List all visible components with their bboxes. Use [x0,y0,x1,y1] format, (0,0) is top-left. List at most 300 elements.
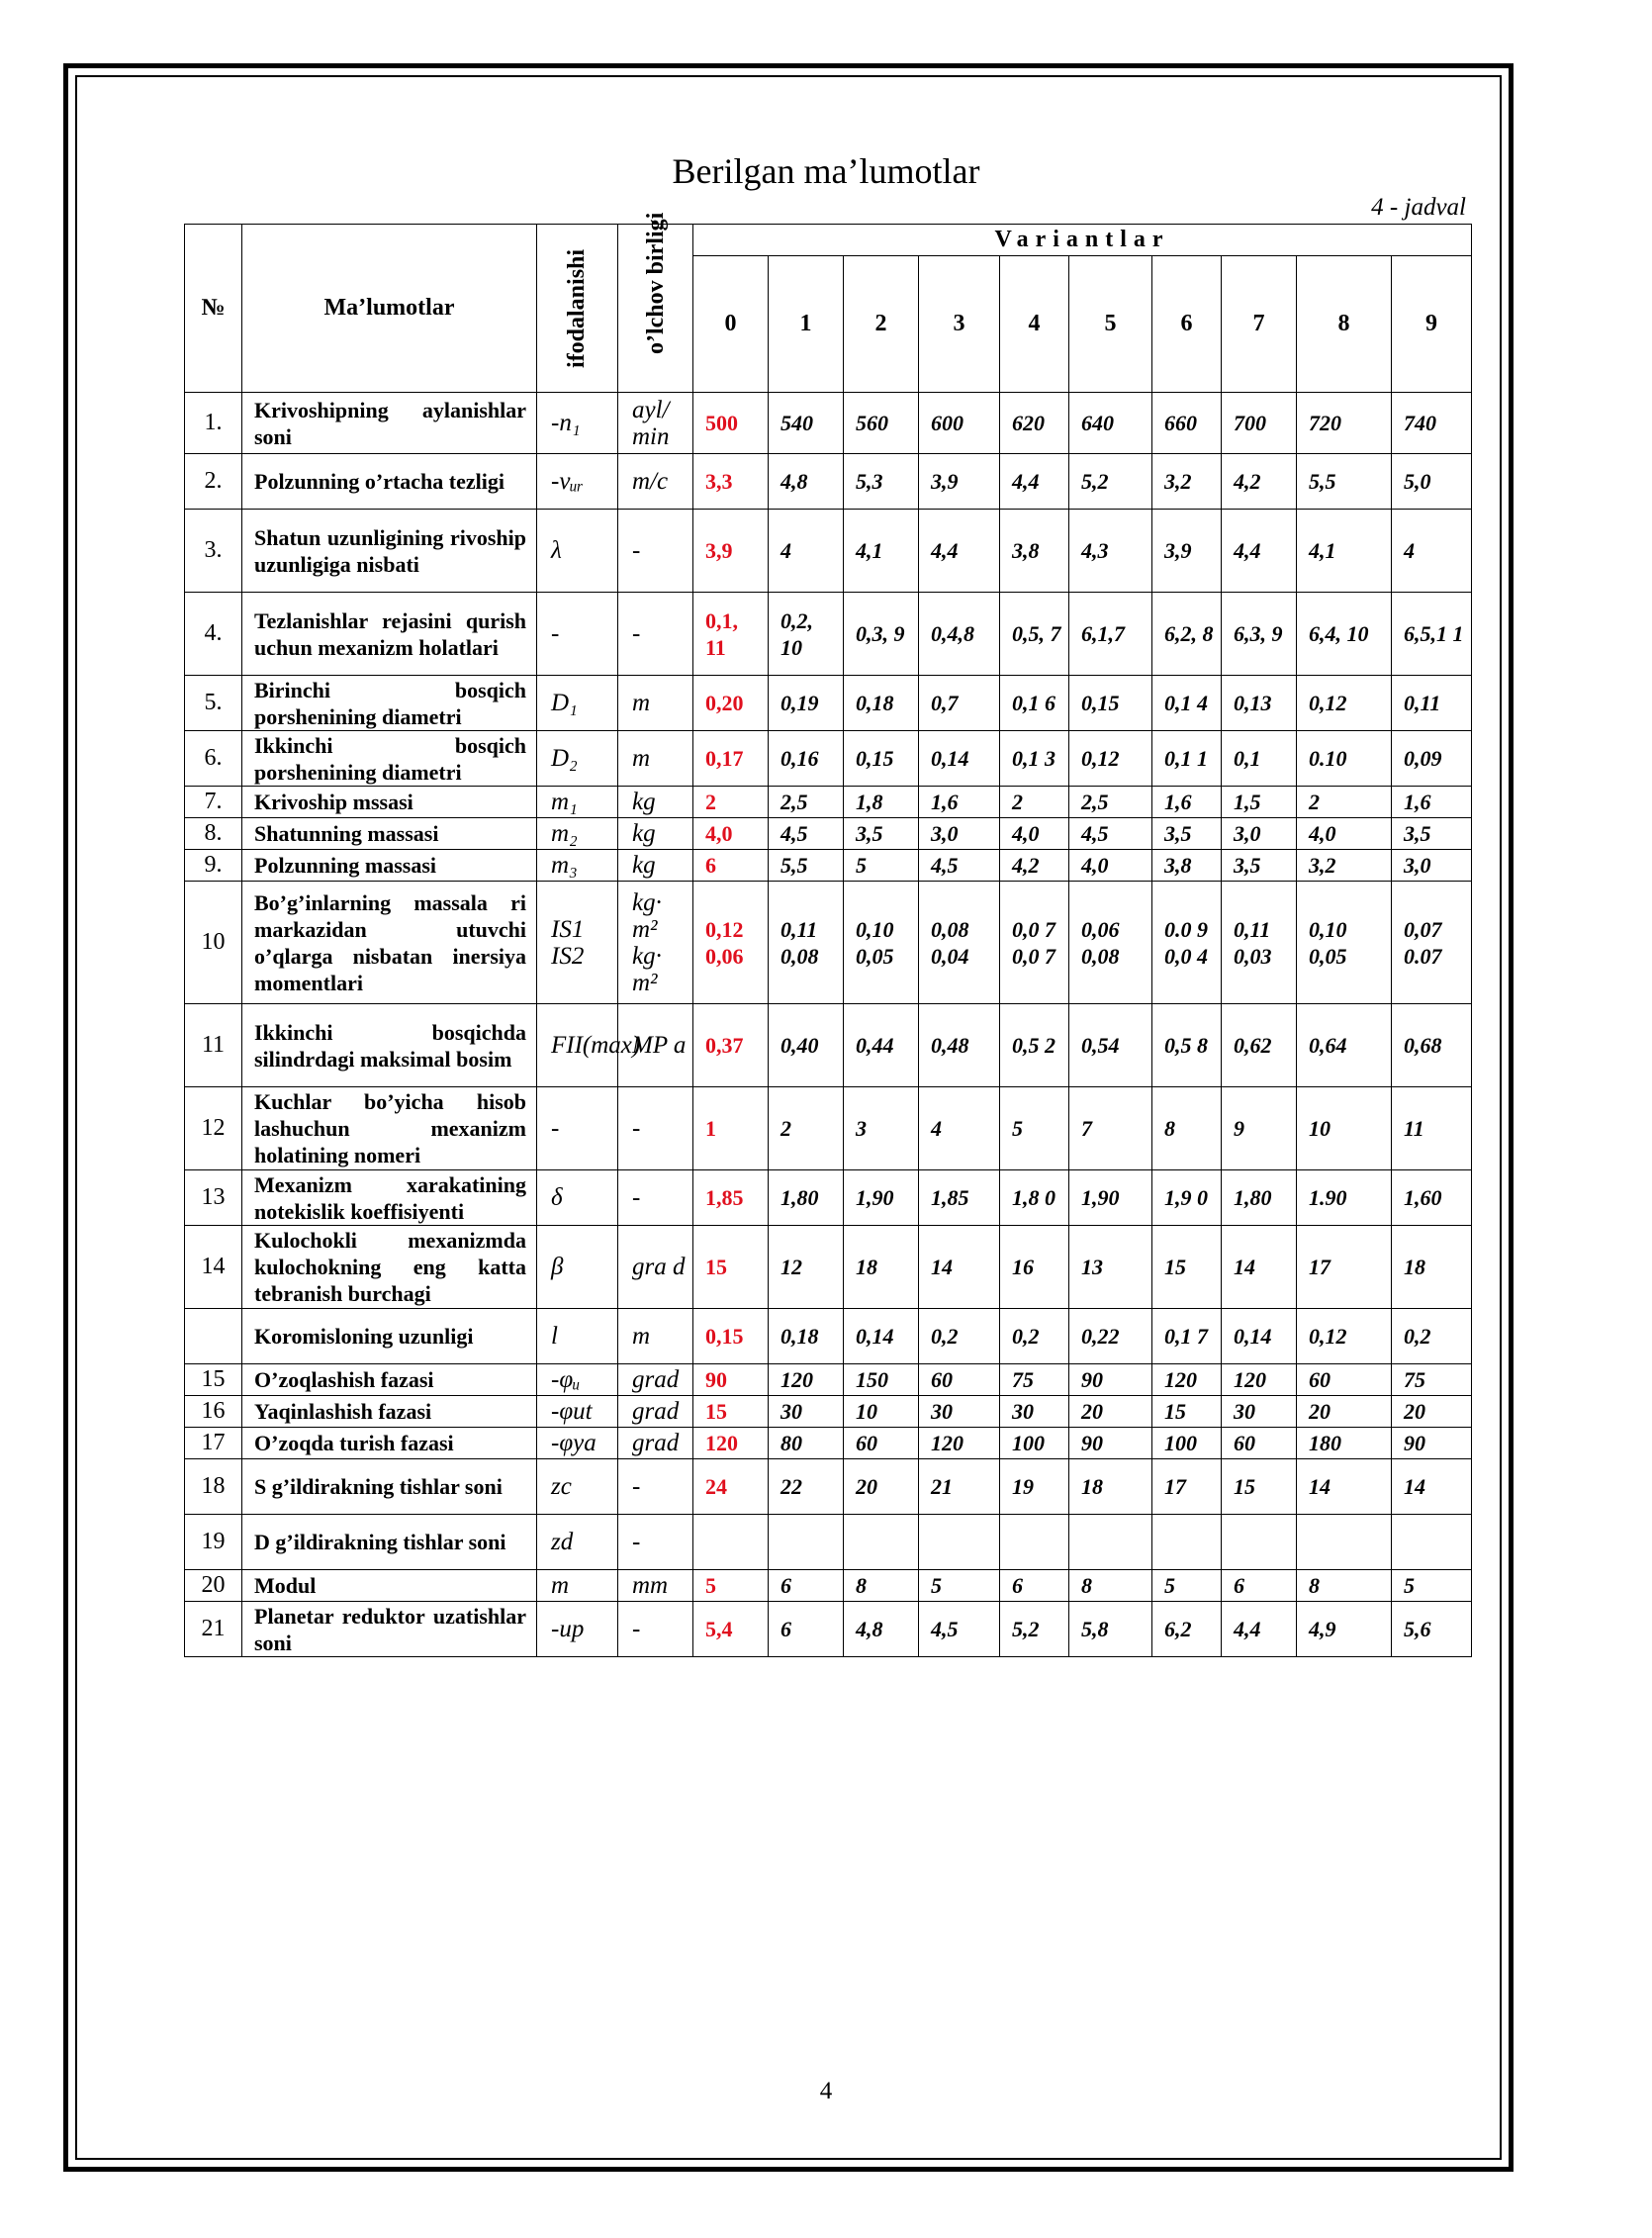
row-designation: -n₁ [537,393,618,454]
value-variant-0: 0,17 [693,731,769,787]
row-description: Yaqinlashish fazasi [242,1396,537,1428]
header-no: № [185,225,242,393]
row-number: 13 [185,1170,242,1226]
row-unit: m [618,676,693,731]
value-variant-4: 16 [1000,1226,1069,1309]
value-variant-9: 11 [1392,1087,1472,1170]
row-description: Bo’g’inlarning massala ri markazidan utuvchi o’qlarga nisbatan inersiya momentlari [242,882,537,1004]
row-number: 15 [185,1364,242,1396]
row-unit: - [618,1087,693,1170]
value-variant-2: 8 [844,1570,919,1602]
value-variant-8: 4,9 [1297,1602,1392,1657]
header-variants: Variantlar [693,225,1472,256]
value-variant-6: 100 [1152,1428,1222,1459]
header-variant-0: 0 [693,256,769,393]
value-variant-3: 0,14 [919,731,1000,787]
row-description: Koromisloning uzunligi [242,1309,537,1364]
value-variant-7: 4,2 [1222,454,1297,510]
value-variant-7: 3,5 [1222,850,1297,882]
row-designation: m [537,1570,618,1602]
value-variant-7: 0,13 [1222,676,1297,731]
table-row [185,1459,1472,1515]
value-variant-5: 4,5 [1069,818,1152,850]
row-number: 10 [185,882,242,1004]
value-variant-8: 0,12 [1297,1309,1392,1364]
value-variant-9: 0,09 [1392,731,1472,787]
value-variant-2: 18 [844,1226,919,1309]
row-number: 5. [185,676,242,731]
row-unit: kg [618,818,693,850]
value-variant-3: 3,0 [919,818,1000,850]
value-variant-6: 3,2 [1152,454,1222,510]
value-variant-0: 1 [693,1087,769,1170]
value-variant-4: 3,8 [1000,510,1069,593]
value-variant-7: 3,0 [1222,818,1297,850]
value-variant-2: 0,44 [844,1004,919,1087]
value-variant-7: 60 [1222,1428,1297,1459]
value-variant-8: 720 [1297,393,1392,454]
value-variant-4: 19 [1000,1459,1069,1515]
value-variant-9: 4 [1392,510,1472,593]
value-variant-3 [919,1515,1000,1570]
value-variant-3: 1,6 [919,787,1000,818]
value-variant-6: 15 [1152,1226,1222,1309]
value-variant-8: 14 [1297,1459,1392,1515]
value-variant-5: 90 [1069,1364,1152,1396]
row-description: Birinchi bosqich porshenining diametri [242,676,537,731]
value-variant-8: 4,1 [1297,510,1392,593]
table-row [185,731,1472,787]
value-variant-5: 20 [1069,1396,1152,1428]
value-variant-8: 3,2 [1297,850,1392,882]
value-variant-5: 8 [1069,1570,1152,1602]
table-row [185,454,1472,510]
row-description: O’zoqda turish fazasi [242,1428,537,1459]
value-variant-2: 0,3, 9 [844,593,919,676]
value-variant-5: 90 [1069,1428,1152,1459]
value-variant-8: 17 [1297,1226,1392,1309]
row-number [185,1309,242,1364]
value-variant-1: 0,19 [769,676,844,731]
row-number: 21 [185,1602,242,1657]
value-variant-7: 120 [1222,1364,1297,1396]
row-designation: zc [537,1459,618,1515]
table-row [185,1602,1472,1657]
value-variant-0: 0,37 [693,1004,769,1087]
value-variant-0: 5,4 [693,1602,769,1657]
value-variant-6: 1,6 [1152,787,1222,818]
table-row [185,1004,1472,1087]
value-variant-8: 4,0 [1297,818,1392,850]
value-variant-2: 0,10 0,05 [844,882,919,1004]
value-variant-1: 0,16 [769,731,844,787]
value-variant-6: 0,1 7 [1152,1309,1222,1364]
value-variant-3: 4,5 [919,850,1000,882]
header-variant-7: 7 [1222,256,1297,393]
value-variant-9: 0,68 [1392,1004,1472,1087]
row-designation: IS1 IS2 [537,882,618,1004]
value-variant-3: 3,9 [919,454,1000,510]
row-description: Shatun uzunligining rivoship uzunligiga nisbati [242,510,537,593]
value-variant-5 [1069,1515,1152,1570]
value-variant-5: 13 [1069,1226,1152,1309]
value-variant-7: 1,80 [1222,1170,1297,1226]
row-number: 18 [185,1459,242,1515]
table-row [185,787,1472,818]
value-variant-7: 4,4 [1222,1602,1297,1657]
value-variant-6: 1,9 0 [1152,1170,1222,1226]
value-variant-5: 1,90 [1069,1170,1152,1226]
value-variant-8: 0,64 [1297,1004,1392,1087]
value-variant-7: 6,3, 9 [1222,593,1297,676]
value-variant-4: 0,5 2 [1000,1004,1069,1087]
row-number: 7. [185,787,242,818]
row-description: Shatunning massasi [242,818,537,850]
value-variant-6: 6,2 [1152,1602,1222,1657]
value-variant-2: 4,1 [844,510,919,593]
table-row [185,1570,1472,1602]
value-variant-6: 6,2, 8 [1152,593,1222,676]
value-variant-4: 620 [1000,393,1069,454]
row-designation: -vᵤᵣ [537,454,618,510]
value-variant-0 [693,1515,769,1570]
table-row [185,510,1472,593]
value-variant-0: 15 [693,1226,769,1309]
row-description: Modul [242,1570,537,1602]
value-variant-7: 0,14 [1222,1309,1297,1364]
value-variant-3: 14 [919,1226,1000,1309]
value-variant-4 [1000,1515,1069,1570]
value-variant-0: 6 [693,850,769,882]
value-variant-1: 22 [769,1459,844,1515]
value-variant-0: 120 [693,1428,769,1459]
row-designation: D₁ [537,676,618,731]
value-variant-9: 20 [1392,1396,1472,1428]
value-variant-4: 4,2 [1000,850,1069,882]
row-number: 9. [185,850,242,882]
value-variant-1: 0,11 0,08 [769,882,844,1004]
table-row [185,1309,1472,1364]
value-variant-9: 1,60 [1392,1170,1472,1226]
value-variant-1: 6 [769,1602,844,1657]
row-description: Polzunning o’rtacha tezligi [242,454,537,510]
value-variant-5: 6,1,7 [1069,593,1152,676]
page-title: Berilgan ma’lumotlar [672,151,980,191]
row-unit: gra d [618,1226,693,1309]
row-unit: - [618,510,693,593]
value-variant-2: 0,14 [844,1309,919,1364]
value-variant-3: 0,2 [919,1309,1000,1364]
value-variant-5: 4,0 [1069,850,1152,882]
value-variant-7: 15 [1222,1459,1297,1515]
row-designation: - [537,593,618,676]
value-variant-9: 0,07 0.07 [1392,882,1472,1004]
value-variant-2: 5,3 [844,454,919,510]
row-description: Kuchlar bo’yicha hisob lashuchun mexanizm holatining nomeri [242,1087,537,1170]
value-variant-8: 0.10 [1297,731,1392,787]
table-row [185,1428,1472,1459]
value-variant-4: 2 [1000,787,1069,818]
row-unit: MP a [618,1004,693,1087]
header-variant-3: 3 [919,256,1000,393]
header-variant-1: 1 [769,256,844,393]
value-variant-1: 120 [769,1364,844,1396]
row-description: Kulochokli mexanizmda kulochokning eng katta tebranish burchagi [242,1226,537,1309]
value-variant-6: 0.0 9 0,0 4 [1152,882,1222,1004]
value-variant-4: 0,1 3 [1000,731,1069,787]
row-number: 17 [185,1428,242,1459]
value-variant-8: 5,5 [1297,454,1392,510]
value-variant-6: 0,1 4 [1152,676,1222,731]
row-unit: - [618,1459,693,1515]
value-variant-6: 120 [1152,1364,1222,1396]
row-designation: δ [537,1170,618,1226]
row-designation: β [537,1226,618,1309]
table-row [185,1515,1472,1570]
table-row [185,882,1472,1004]
row-designation: -up [537,1602,618,1657]
value-variant-9: 5,6 [1392,1602,1472,1657]
value-variant-8: 20 [1297,1396,1392,1428]
table-row [185,850,1472,882]
value-variant-8: 0,12 [1297,676,1392,731]
table-row [185,1170,1472,1226]
header-unit: o’lchov birligi [618,225,693,393]
row-unit: - [618,593,693,676]
value-variant-9: 1,6 [1392,787,1472,818]
value-variant-5: 5,8 [1069,1602,1152,1657]
value-variant-4: 0,2 [1000,1309,1069,1364]
value-variant-0: 0,1, 11 [693,593,769,676]
row-number: 4. [185,593,242,676]
row-designation: FII(max) [537,1004,618,1087]
value-variant-1: 30 [769,1396,844,1428]
value-variant-2: 5 [844,850,919,882]
row-number: 16 [185,1396,242,1428]
header-data: Ma’lumotlar [242,225,537,393]
value-variant-4: 4,0 [1000,818,1069,850]
value-variant-0: 2 [693,787,769,818]
row-number: 14 [185,1226,242,1309]
value-variant-6 [1152,1515,1222,1570]
value-variant-3: 600 [919,393,1000,454]
row-description: S g’ildirakning tishlar soni [242,1459,537,1515]
value-variant-3: 30 [919,1396,1000,1428]
row-description: Planetar reduktor uzatishlar soni [242,1602,537,1657]
value-variant-3: 4 [919,1087,1000,1170]
table-row [185,676,1472,731]
header-variant-5: 5 [1069,256,1152,393]
value-variant-5: 0,15 [1069,676,1152,731]
row-number: 1. [185,393,242,454]
row-unit: grad [618,1428,693,1459]
header-designation: ifodalanishi [537,225,618,393]
row-description: D g’ildirakning tishlar soni [242,1515,537,1570]
value-variant-1 [769,1515,844,1570]
value-variant-4: 5 [1000,1087,1069,1170]
value-variant-8: 60 [1297,1364,1392,1396]
value-variant-7: 9 [1222,1087,1297,1170]
value-variant-2: 560 [844,393,919,454]
value-variant-2: 150 [844,1364,919,1396]
value-variant-7: 6 [1222,1570,1297,1602]
row-unit: m [618,1309,693,1364]
row-description: Krivoshipning aylanishlar soni [242,393,537,454]
value-variant-8: 180 [1297,1428,1392,1459]
value-variant-1: 0,18 [769,1309,844,1364]
table-row [185,1396,1472,1428]
row-designation: l [537,1309,618,1364]
value-variant-9: 740 [1392,393,1472,454]
row-unit: kg [618,787,693,818]
value-variant-5: 18 [1069,1459,1152,1515]
value-variant-4: 1,8 0 [1000,1170,1069,1226]
value-variant-9: 14 [1392,1459,1472,1515]
value-variant-2: 1,90 [844,1170,919,1226]
value-variant-7: 30 [1222,1396,1297,1428]
value-variant-7: 0,11 0,03 [1222,882,1297,1004]
value-variant-4: 5,2 [1000,1602,1069,1657]
value-variant-3: 0,4,8 [919,593,1000,676]
value-variant-8: 10 [1297,1087,1392,1170]
value-variant-0: 500 [693,393,769,454]
value-variant-3: 4,5 [919,1602,1000,1657]
table-row [185,593,1472,676]
row-unit: - [618,1515,693,1570]
value-variant-5: 640 [1069,393,1152,454]
value-variant-7: 1,5 [1222,787,1297,818]
value-variant-3: 5 [919,1570,1000,1602]
value-variant-3: 60 [919,1364,1000,1396]
value-variant-8: 6,4, 10 [1297,593,1392,676]
value-variant-0: 0,15 [693,1309,769,1364]
row-number: 8. [185,818,242,850]
value-variant-1: 4 [769,510,844,593]
value-variant-3: 0,7 [919,676,1000,731]
value-variant-1: 1,80 [769,1170,844,1226]
value-variant-2: 4,8 [844,1602,919,1657]
value-variant-4: 6 [1000,1570,1069,1602]
value-variant-0: 15 [693,1396,769,1428]
value-variant-8: 1.90 [1297,1170,1392,1226]
row-designation: m₁ [537,787,618,818]
header-variant-8: 8 [1297,256,1392,393]
value-variant-0: 1,85 [693,1170,769,1226]
value-variant-5: 0,12 [1069,731,1152,787]
value-variant-0: 5 [693,1570,769,1602]
value-variant-4: 100 [1000,1428,1069,1459]
value-variant-1: 5,5 [769,850,844,882]
value-variant-4: 0,1 6 [1000,676,1069,731]
value-variant-6: 3,9 [1152,510,1222,593]
value-variant-5: 0,22 [1069,1309,1152,1364]
value-variant-9: 0,2 [1392,1309,1472,1364]
value-variant-4: 0,5, 7 [1000,593,1069,676]
value-variant-7: 14 [1222,1226,1297,1309]
value-variant-2: 0,15 [844,731,919,787]
value-variant-0: 90 [693,1364,769,1396]
value-variant-9: 5 [1392,1570,1472,1602]
row-unit: grad [618,1396,693,1428]
value-variant-5: 0,54 [1069,1004,1152,1087]
value-variant-1: 6 [769,1570,844,1602]
row-designation: - [537,1087,618,1170]
value-variant-5: 0,06 0,08 [1069,882,1152,1004]
value-variant-8: 0,10 0,05 [1297,882,1392,1004]
value-variant-2: 0,18 [844,676,919,731]
data-table [184,212,1472,1657]
table-row [185,1364,1472,1396]
value-variant-7: 0,62 [1222,1004,1297,1087]
value-variant-5: 5,2 [1069,454,1152,510]
row-designation: -φᵤ [537,1364,618,1396]
value-variant-1: 80 [769,1428,844,1459]
header-variant-4: 4 [1000,256,1069,393]
value-variant-2: 1,8 [844,787,919,818]
row-number: 19 [185,1515,242,1570]
value-variant-6: 0,1 1 [1152,731,1222,787]
value-variant-2 [844,1515,919,1570]
value-variant-9 [1392,1515,1472,1570]
value-variant-6: 0,5 8 [1152,1004,1222,1087]
row-unit: ayl/ min [618,393,693,454]
value-variant-2: 3,5 [844,818,919,850]
header-variant-6: 6 [1152,256,1222,393]
value-variant-1: 4,8 [769,454,844,510]
value-variant-4: 4,4 [1000,454,1069,510]
table-row [185,818,1472,850]
row-designation: m₂ [537,818,618,850]
value-variant-0: 3,9 [693,510,769,593]
value-variant-6: 17 [1152,1459,1222,1515]
row-unit: grad [618,1364,693,1396]
table-row [185,1087,1472,1170]
value-variant-1: 0,2, 10 [769,593,844,676]
row-description: Mexanizm xarakatining notekislik koeffisiyenti [242,1170,537,1226]
value-variant-3: 0,48 [919,1004,1000,1087]
value-variant-8: 8 [1297,1570,1392,1602]
row-unit: - [618,1602,693,1657]
row-number: 20 [185,1570,242,1602]
value-variant-6: 15 [1152,1396,1222,1428]
value-variant-0: 0,12 0,06 [693,882,769,1004]
value-variant-5: 2,5 [1069,787,1152,818]
value-variant-0: 24 [693,1459,769,1515]
value-variant-9: 0,11 [1392,676,1472,731]
row-description: Ikkinchi bosqichda silindrdagi maksimal bosim [242,1004,537,1087]
row-number: 11 [185,1004,242,1087]
row-unit: mm [618,1570,693,1602]
value-variant-3: 1,85 [919,1170,1000,1226]
value-variant-5: 7 [1069,1087,1152,1170]
value-variant-6: 660 [1152,393,1222,454]
value-variant-9: 3,5 [1392,818,1472,850]
value-variant-3: 4,4 [919,510,1000,593]
row-designation: λ [537,510,618,593]
value-variant-7: 0,1 [1222,731,1297,787]
value-variant-3: 21 [919,1459,1000,1515]
table-row [185,393,1472,454]
row-description: Polzunning massasi [242,850,537,882]
row-description: O’zoqlashish fazasi [242,1364,537,1396]
value-variant-7 [1222,1515,1297,1570]
row-unit: kg· m² kg· m² [618,882,693,1004]
value-variant-4: 30 [1000,1396,1069,1428]
value-variant-9: 5,0 [1392,454,1472,510]
value-variant-1: 2,5 [769,787,844,818]
row-description: Ikkinchi bosqich porshenining diametri [242,731,537,787]
value-variant-1: 12 [769,1226,844,1309]
